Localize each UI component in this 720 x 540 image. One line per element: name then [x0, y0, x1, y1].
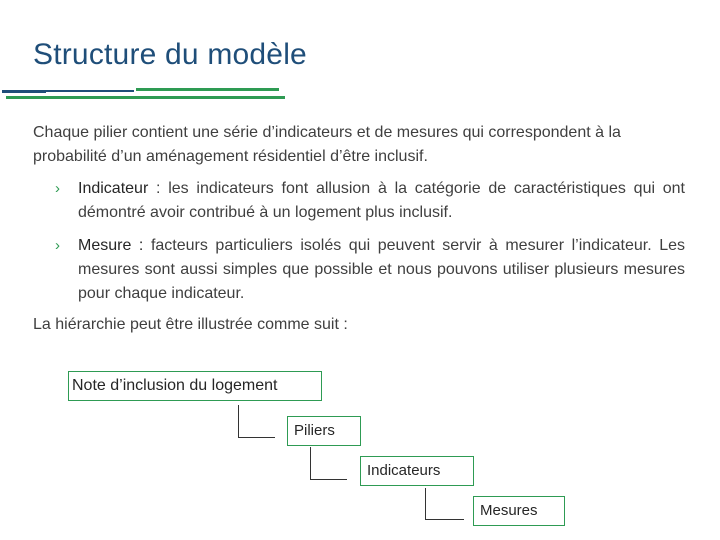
bullet-text: [78, 177, 685, 225]
bullet-term: Mesure :: [78, 237, 144, 254]
bullet-mesure: [55, 234, 685, 306]
hierarchy-intro: La hiérarchie peut être illustrée comme suit :: [33, 316, 348, 333]
intro-paragraph: Chaque pilier contient une série d’indicateurs et de mesures qui correspondent à la probabilité d’un aménagement résidentiel d’être inclusif.: [33, 124, 621, 165]
hierarchy-connector: [238, 405, 275, 438]
chevron-right-icon: ›: [55, 237, 60, 254]
underline-segment-blue-short: [2, 90, 46, 93]
bullet-description: : les indicateurs font allusion à la catégorie de caractéristiques qui ont démontré avoir contribué à un logement plus inclusif.: [78, 180, 685, 221]
bullet-description: facteurs particuliers isolés qui peuvent servir à mesurer l’indicateur. Les mesures sont aussi simples que possible et nous pouvons utiliser plusieurs mesures pour chaque indicateur.: [78, 237, 686, 302]
hierarchy-node-piliers: Piliers: [287, 416, 361, 446]
bullet-term: Indicateur: [78, 180, 149, 197]
hierarchy-node-indicateurs: Indicateurs: [360, 456, 474, 486]
underline-segment-blue-long: [46, 90, 134, 92]
hierarchy-node-note: Note d’inclusion du logement: [68, 371, 322, 401]
hierarchy-node-mesures: Mesures: [473, 496, 565, 526]
hierarchy-connector: [425, 488, 464, 520]
bullet-indicateur: [55, 177, 685, 225]
underline-segment-green-lower: [6, 96, 285, 99]
underline-segment-green-upper: [136, 88, 279, 91]
bullet-text: [78, 234, 685, 306]
chevron-right-icon: ›: [55, 180, 60, 197]
hierarchy-connector: [310, 447, 347, 480]
slide-title: Structure du modèle: [33, 38, 307, 71]
